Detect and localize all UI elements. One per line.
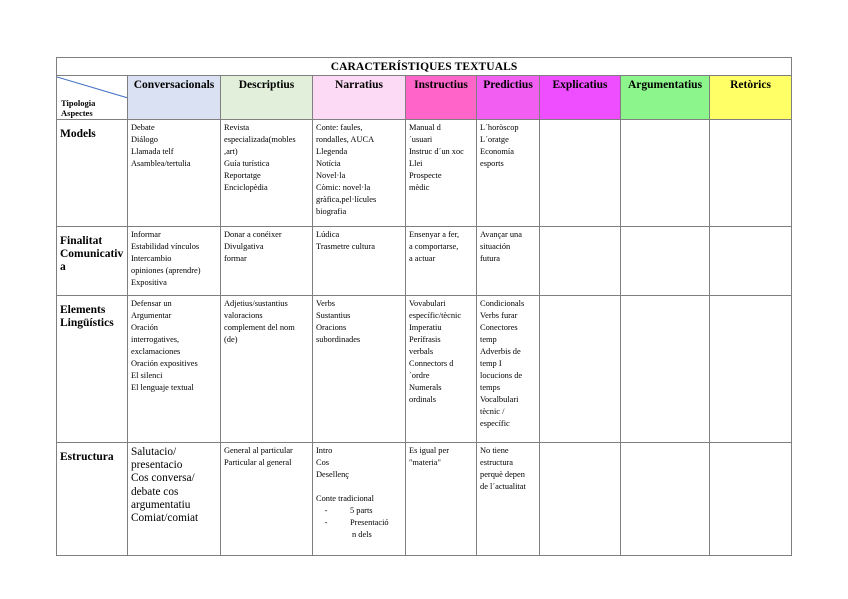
cell-line: El silenci — [131, 371, 163, 380]
cell-models-instructius — [406, 120, 477, 227]
cell-elements-predictius — [477, 296, 540, 443]
cell-line: Imperatiu — [409, 323, 442, 332]
cell-line: Llegenda — [316, 147, 348, 156]
cell-line: Divulgativa — [224, 242, 264, 251]
cell-line: específic — [480, 419, 510, 428]
cell-line: situación — [480, 242, 511, 251]
col-header-instructius — [406, 76, 477, 120]
cell-line: Lúdica — [316, 230, 340, 239]
cell-line: Comiat/comiat — [131, 512, 199, 525]
cell-line: El lenguaje textual — [131, 383, 194, 392]
cell-line: específic/tècnic — [409, 311, 462, 320]
cell-line: a actuar — [409, 254, 436, 263]
cell-line: Diálogo — [131, 135, 158, 144]
cell-line: Adjetius/sustantius — [224, 299, 288, 308]
col-header-label: Descriptius — [238, 79, 295, 91]
cell-elements-descriptius — [221, 296, 313, 443]
col-header-argumentatius — [621, 76, 710, 120]
cell-line: Condicionals — [480, 299, 525, 308]
cell-line: Conectores — [480, 323, 518, 332]
corner-label-tipologia: Tipologia — [61, 98, 96, 108]
cell-line: interrogatives, — [131, 335, 180, 344]
col-header-label: Retòrics — [730, 79, 771, 91]
cell-line: Oracions — [316, 323, 347, 332]
cell-line: debate cos — [131, 485, 179, 498]
col-header-narratius — [313, 76, 406, 120]
cell-line: temp — [480, 335, 497, 344]
cell-line: argumentatiu — [131, 498, 191, 511]
cell-line: L´oratge — [480, 135, 509, 144]
cell-estructura-retorics — [710, 443, 792, 556]
cell-line: Verbs — [316, 299, 336, 308]
cell-line: complement del nom — [224, 323, 295, 332]
col-header-label: Conversacionals — [133, 79, 215, 91]
cell-models-narratius — [313, 120, 406, 227]
list-dash: - — [324, 506, 328, 515]
cell-line: Conte: faules, — [316, 123, 363, 132]
cell-line: Oración — [131, 323, 158, 332]
cell-line: locucions de — [480, 371, 523, 380]
cell-line: Avançar una — [480, 230, 522, 239]
cell-estructura-descriptius — [221, 443, 313, 556]
cell-finalitat-narratius — [313, 227, 406, 296]
cell-line: Cos — [316, 458, 330, 467]
cell-finalitat-argumentatius — [621, 227, 710, 296]
row-header-estructura: Estructura — [57, 443, 128, 556]
cell-finalitat-predictius — [477, 227, 540, 296]
cell-estructura-explicatius — [540, 443, 621, 556]
cell-line: temps — [480, 383, 501, 392]
cell-line: Conte tradicional — [316, 494, 374, 503]
cell-line: ´usuari — [409, 135, 433, 144]
row-header-models: Models — [57, 120, 128, 227]
cell-line: Defensar un — [131, 299, 172, 308]
cell-line: Es igual per — [409, 446, 450, 455]
cell-line: estructura — [480, 458, 514, 467]
cell-estructura-argumentatius — [621, 443, 710, 556]
cell-line: subordinades — [316, 335, 361, 344]
cell-finalitat-descriptius — [221, 227, 313, 296]
cell-elements-conversacionals — [128, 296, 221, 443]
col-header-label: Explicatius — [552, 79, 608, 91]
cell-line: Informar — [131, 230, 161, 239]
cell-line: de l´actualitat — [480, 482, 526, 491]
cell-line: perquè depen — [480, 470, 525, 479]
cell-line: gràfica,pel·lícules — [316, 195, 377, 204]
row-header-elements: Elements Lingüístics — [57, 296, 128, 443]
cell-models-predictius — [477, 120, 540, 227]
cell-line: Asamblea/tertulia — [131, 159, 191, 168]
cell-estructura-instructius — [406, 443, 477, 556]
narrative-list-item-2 — [316, 517, 402, 529]
cell-line: Argumentar — [131, 311, 172, 320]
cell-line: presentacio — [131, 459, 183, 472]
col-header-explicatius — [540, 76, 621, 120]
cell-line: Perífrasis — [409, 335, 441, 344]
cell-finalitat-instructius — [406, 227, 477, 296]
list-item-text: Presentació — [350, 518, 389, 527]
cell-line: Enciclopèdia — [224, 183, 268, 192]
col-header-predictius — [477, 76, 540, 120]
cell-estructura-conversacionals — [128, 443, 221, 556]
narratius-structure-lines — [316, 445, 402, 505]
narrative-list-item-2-cont: n dels — [352, 530, 372, 539]
cell-line: Guía turística — [224, 159, 270, 168]
cell-line: Revista — [224, 123, 250, 132]
cell-line: mèdic — [409, 183, 430, 192]
cell-models-explicatius — [540, 120, 621, 227]
cell-line: ,art) — [224, 147, 238, 156]
cell-line: Particular al general — [224, 458, 292, 467]
cell-estructura-predictius — [477, 443, 540, 556]
row-header-finalitat: Finalitat Comunicativ a — [57, 227, 128, 296]
cell-elements-narratius — [313, 296, 406, 443]
cell-line: Oración expositives — [131, 359, 198, 368]
cell-line: Estabilidad vínculos — [131, 242, 200, 251]
cell-line: Debate — [131, 123, 155, 132]
cell-line: esports — [480, 159, 504, 168]
col-header-label: Argumentatius — [627, 79, 703, 91]
cell-line: biografia — [316, 207, 347, 216]
cell-line: Còmic: novel·la — [316, 183, 371, 192]
characteristics-table-sheet — [56, 57, 791, 556]
cell-line: Sustantius — [316, 311, 351, 320]
cell-line: Intro — [316, 446, 333, 455]
cell-line: Connectors d — [409, 359, 454, 368]
cell-line: L´horòscop — [480, 123, 519, 132]
cell-line: valoracions — [224, 311, 263, 320]
cell-line: tècnic / — [480, 407, 505, 416]
cell-line: Donar a conéixer — [224, 230, 282, 239]
cell-line: Intercambio — [131, 254, 172, 263]
cell-line: Reportatge — [224, 171, 261, 180]
cell-elements-retorics — [710, 296, 792, 443]
cell-models-conversacionals — [128, 120, 221, 227]
cell-line: a comportarse, — [409, 242, 459, 251]
narrative-list-item-1 — [316, 505, 402, 517]
list-dash: - — [324, 518, 328, 527]
cell-line: Expositiva — [131, 278, 167, 287]
col-header-conversacionals — [128, 76, 221, 120]
col-header-label: Instructius — [414, 79, 468, 91]
cell-line: Trasmetre cultura — [316, 242, 375, 251]
cell-line: exclamaciones — [131, 347, 181, 356]
cell-line: verbals — [409, 347, 434, 356]
cell-line: Cos conversa/ — [131, 472, 195, 485]
cell-models-argumentatius — [621, 120, 710, 227]
cell-line: opiniones (aprendre) — [131, 266, 201, 275]
cell-finalitat-explicatius — [540, 227, 621, 296]
table-title: CARACTERÍSTIQUES TEXTUALS — [57, 58, 792, 76]
cell-line — [316, 481, 402, 493]
cell-estructura-narratius — [313, 443, 406, 556]
cell-models-retorics — [710, 120, 792, 227]
cell-line: Numerals — [409, 383, 442, 392]
cell-line: Vovabulari — [409, 299, 446, 308]
cell-line: Economía — [480, 147, 514, 156]
cell-line: temp I — [480, 359, 502, 368]
cell-line: formar — [224, 254, 247, 263]
cell-line: "materia" — [409, 458, 441, 467]
characteristics-table — [56, 57, 792, 556]
cell-line: Ensenyar a fer, — [409, 230, 460, 239]
cell-line: Desellenç — [316, 470, 350, 479]
list-item-text: 5 parts — [350, 506, 373, 515]
cell-line: futura — [480, 254, 500, 263]
cell-line: Instruc d´un xoc — [409, 147, 464, 156]
cell-finalitat-conversacionals — [128, 227, 221, 296]
col-header-descriptius — [221, 76, 313, 120]
cell-line: Notícia — [316, 159, 341, 168]
corner-header — [57, 76, 128, 120]
cell-line: ordinals — [409, 395, 436, 404]
cell-line: No tiene — [480, 446, 509, 455]
cell-elements-argumentatius — [621, 296, 710, 443]
col-header-label: Narratius — [335, 79, 383, 91]
corner-label-aspectes: Aspectes — [61, 108, 93, 118]
cell-line: Novel·la — [316, 171, 346, 180]
cell-line: especializada(mobles — [224, 135, 296, 144]
col-header-retorics — [710, 76, 792, 120]
cell-models-descriptius — [221, 120, 313, 227]
cell-line: Salutacio/ — [131, 446, 177, 458]
cell-line: Vocalbulari — [480, 395, 519, 404]
cell-line: Adverbis de — [480, 347, 521, 356]
col-header-label: Predictius — [483, 79, 533, 91]
cell-line: Manual d — [409, 123, 441, 132]
cell-line: (de) — [224, 335, 238, 344]
cell-finalitat-retorics — [710, 227, 792, 296]
cell-elements-instructius — [406, 296, 477, 443]
cell-line: General al particular — [224, 446, 293, 455]
cell-line: rondalles, AUCA — [316, 135, 375, 144]
cell-elements-explicatius — [540, 296, 621, 443]
cell-line: Llei — [409, 159, 423, 168]
cell-line: ´ordre — [409, 371, 430, 380]
cell-line: Llamada telf — [131, 147, 174, 156]
cell-line: Verbs furar — [480, 311, 518, 320]
cell-line: Prospecte — [409, 171, 442, 180]
